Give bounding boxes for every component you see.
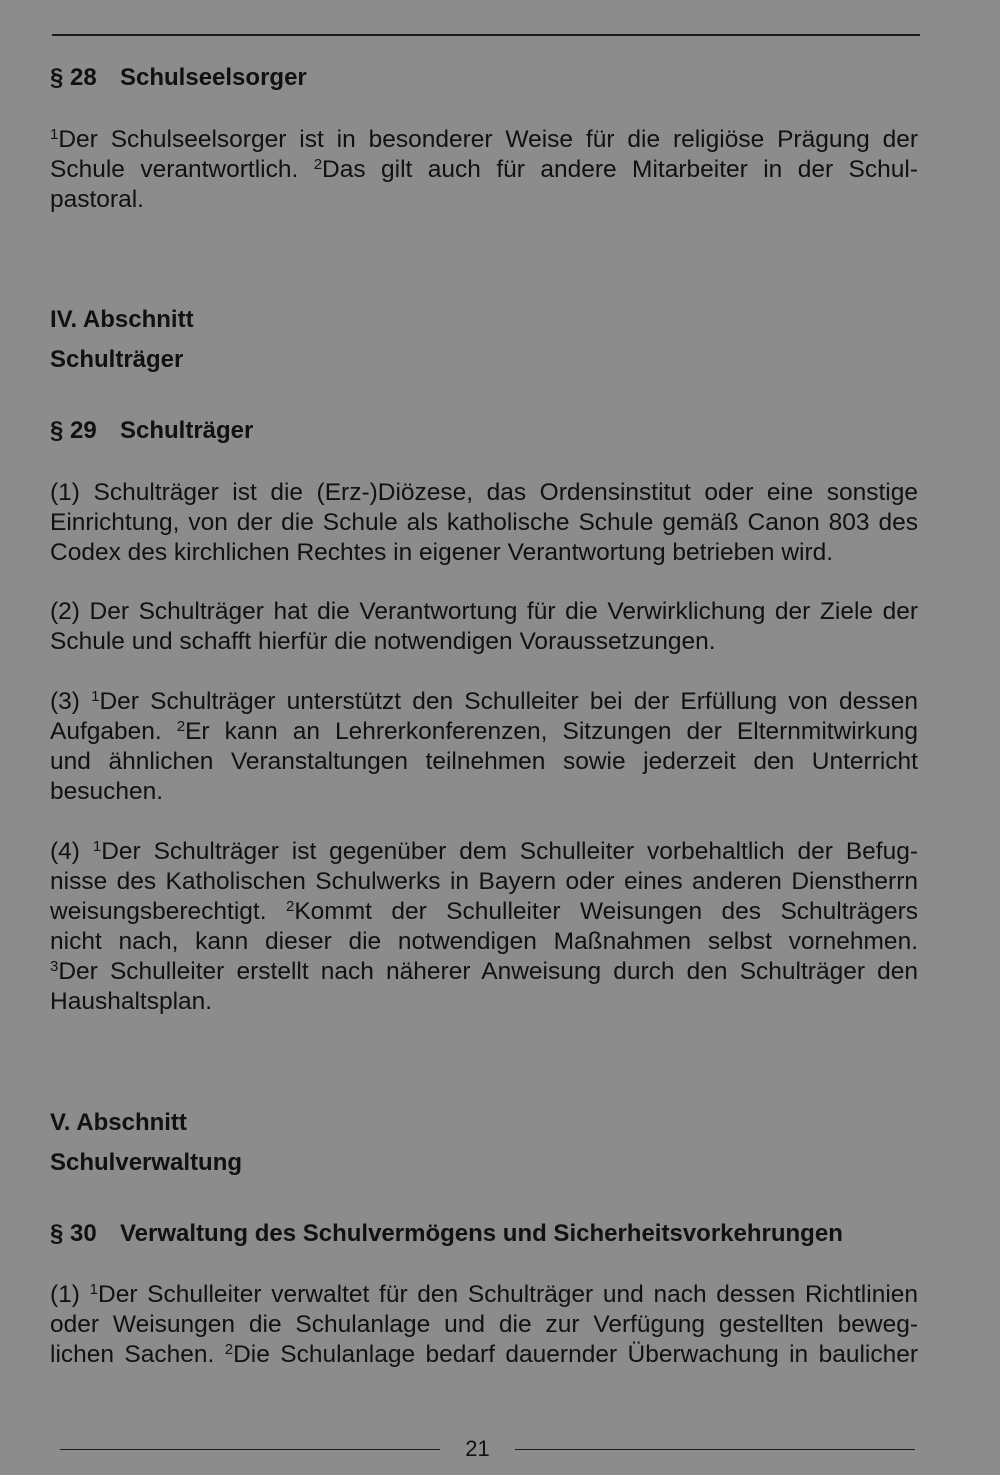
text-line: Codex des kirchlichen Rechtes in eigener Verantwortung betrieben wird. [50, 539, 834, 566]
text-line [50, 837, 918, 867]
text-line: nicht nach, kann dieser die notwendigen Maßnahmen selbst vornehmen. [50, 928, 918, 955]
text-line: Einrichtung, von der die Schule als katholische Schule gemäß Canon 803 des [50, 509, 918, 536]
text-line: (1) Schulträger ist die (Erz-)Diözese, das Ordensinstitut oder eine sonstige [50, 479, 918, 506]
text-line: (2) Der Schulträger hat die Verantwortung für die Verwirklichung der Ziele der [50, 598, 918, 625]
sentence-number: 1 [91, 688, 100, 705]
text-line [50, 717, 918, 747]
text-line [50, 125, 918, 155]
section-30-heading [50, 1219, 918, 1249]
sentence-number: 2 [224, 1341, 234, 1358]
line-text: Die Schulanlage bedarf dauernder Überwachung in baulicher [233, 1341, 919, 1368]
line-text: Aufgaben. [50, 718, 177, 745]
section-29-paragraph-4 [50, 837, 918, 1017]
text-line [50, 1280, 918, 1310]
paragraph-number: (1) [50, 1281, 90, 1308]
footer-rule-left [60, 1449, 440, 1450]
section-29-paragraph-1 [50, 478, 918, 568]
line-text: Er kann an Lehrerkonferenzen, Sitzungen der Elternmitwirkung [185, 718, 918, 745]
text-line: oder Weisungen die Schulanlage und die zur Verfügung gestellten beweg- [50, 1311, 918, 1338]
section-29-heading [50, 416, 918, 446]
section-28-number: § 28 [50, 64, 97, 91]
line-text: Der Schulträger ist gegenüber dem Schulleiter vorbehaltlich der Befug- [101, 838, 919, 865]
line-text: lichen Sachen. [50, 1341, 225, 1368]
section-29-paragraph-3 [50, 687, 918, 807]
sentence-number: 3 [50, 958, 59, 975]
line-text: Der Schulträger unterstützt den Schulleiter bei der Erfüllung von dessen [99, 688, 918, 715]
page-footer [60, 1049, 915, 1073]
text-line: nisse des Katholischen Schulwerks in Bayern oder eines anderen Dienstherrn [50, 868, 918, 895]
section-30-title: Verwaltung des Schulvermögens und Sicherheitsvorkehrungen [120, 1220, 843, 1247]
section-29-title: Schulträger [120, 417, 254, 444]
part-5-title: Schulverwaltung [50, 1149, 243, 1176]
section-29-paragraph-2 [50, 597, 918, 657]
sentence-number: 2 [313, 156, 323, 173]
section-28-heading [50, 63, 918, 93]
text-line [50, 897, 918, 927]
section-28-title: Schulseelsorger [120, 64, 307, 91]
line-text: Schule verantwortlich. [50, 156, 314, 183]
paragraph-number: (3) [50, 688, 92, 715]
section-30-paragraph-1 [50, 1280, 918, 1370]
text-line [50, 687, 918, 717]
part-4-title: Schulträger [50, 346, 184, 373]
section-29-number: § 29 [50, 417, 97, 444]
top-rule [52, 34, 920, 36]
text-line: Haushaltsplan. [50, 988, 213, 1015]
paragraph-number: (4) [50, 838, 93, 865]
sentence-number: 2 [285, 898, 295, 915]
text-line: Schule und schafft hierfür die notwendigen Voraussetzungen. [50, 628, 716, 655]
section-28-text [50, 125, 918, 215]
sentence-number: 1 [92, 838, 102, 855]
line-text: Der Schulleiter verwaltet für den Schulträger und nach dessen Richtlinien [98, 1281, 919, 1308]
section-30-number: § 30 [50, 1220, 97, 1247]
line-text: Kommt der Schulleiter Weisungen des Schulträgers [294, 898, 918, 925]
part-5-label: V. Abschnitt [50, 1109, 187, 1136]
sentence-number: 1 [89, 1281, 98, 1298]
page-number: 21 [465, 1436, 490, 1461]
line-text: Das gilt auch für andere Mitarbeiter in der Schul- [322, 156, 918, 183]
text-line: besuchen. [50, 778, 164, 805]
part-4-label: IV. Abschnitt [50, 306, 194, 333]
sentence-number: 2 [176, 718, 186, 735]
text-line [50, 155, 918, 185]
text-line: und ähnlichen Veranstaltungen teilnehmen sowie jederzeit den Unterricht [50, 748, 918, 775]
text-line [50, 957, 918, 987]
line-text: weisungsberechtigt. [50, 898, 286, 925]
line-text: pastoral. [50, 186, 144, 213]
footer-rule-right [515, 1449, 915, 1450]
sentence-number: 1 [50, 126, 59, 143]
text-line [50, 185, 918, 215]
text-line [50, 1340, 918, 1370]
line-text: Der Schulseelsorger ist in besonderer Weise für die religiöse Prägung der [58, 126, 918, 153]
line-text: Der Schulleiter erstellt nach näherer Anweisung durch den Schulträger den [58, 958, 918, 985]
